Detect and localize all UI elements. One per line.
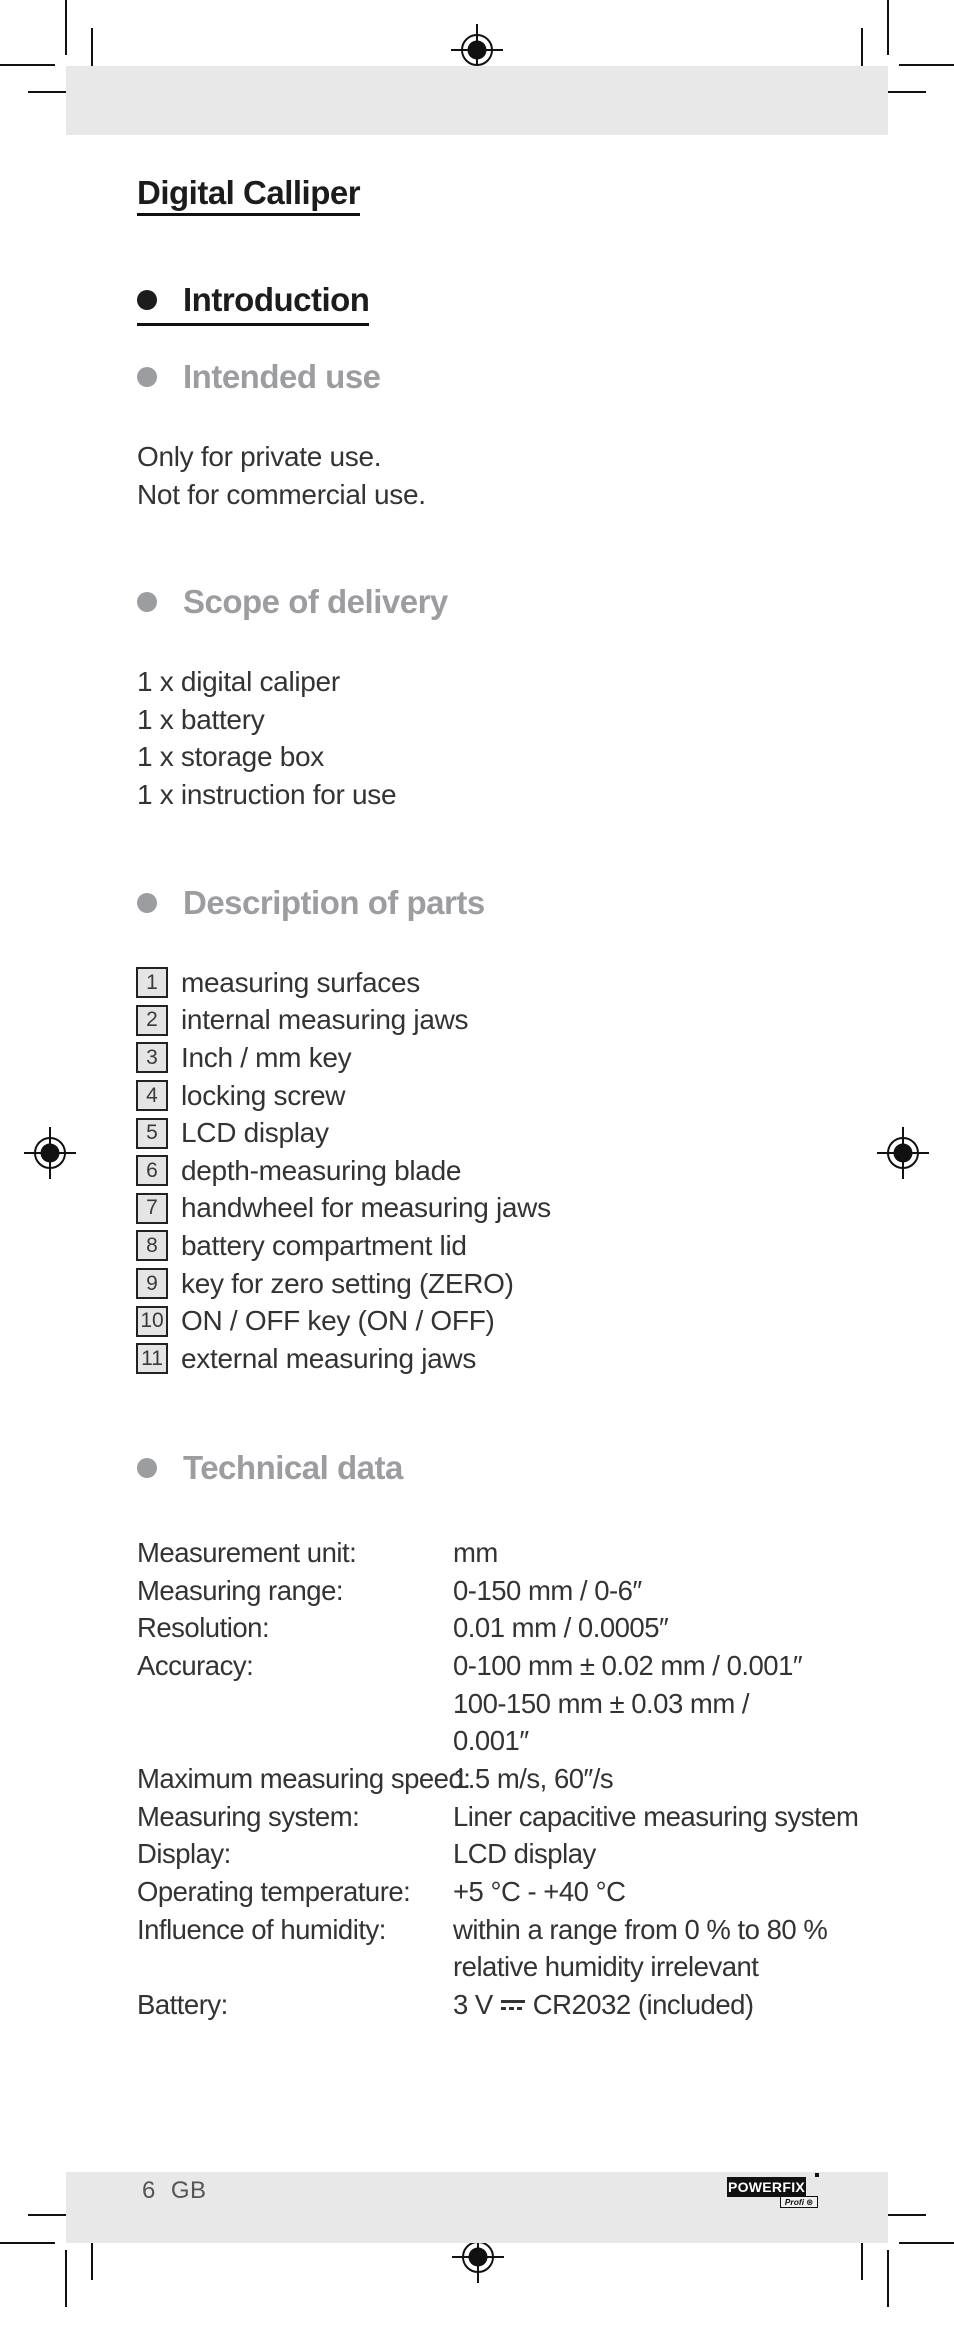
tech-row [137,1685,858,1723]
part-label: LCD display [181,1117,329,1149]
country-code: GB [170,2177,207,2204]
part-row [136,1002,551,1040]
crop-mark [65,2250,67,2307]
tech-value: 0-150 mm / 0-6″ [453,1574,642,1606]
tech-value: 0.001″ [453,1725,529,1757]
battery-type: CR2032 (included) [532,1989,754,2021]
tech-row [137,1836,858,1874]
tech-value: 100-150 mm ± 0.03 mm / [453,1687,750,1719]
section-bullet-icon [137,290,157,310]
section-heading-label: Intended use [183,358,381,395]
crop-mark [882,2214,926,2216]
brand-wordmark: POWERFIX [727,2179,806,2195]
tech-value: Liner capacitive measuring system [453,1800,859,1832]
registration-mark-icon [877,1127,929,1179]
intended-use-text [137,438,426,513]
tech-row [137,1911,858,1949]
registration-mark-icon [24,1127,76,1179]
footer-page-info [142,2177,207,2205]
section-heading-description-of-parts [137,886,485,919]
tech-row [137,1647,858,1685]
section-bullet-icon [137,592,157,612]
part-number-badge: 4 [136,1080,168,1111]
crop-mark [899,2242,954,2244]
part-number-badge: 2 [136,1005,168,1036]
part-label: handwheel for measuring jaws [181,1192,551,1224]
tech-value: 0.01 mm / 0.0005″ [453,1612,669,1644]
header-band [66,66,888,135]
section-heading-intended-use [137,360,381,393]
tech-row [137,1722,858,1760]
tech-row [137,1873,858,1911]
tech-row [137,1572,858,1610]
page-number: 6 [142,2177,156,2204]
tech-row [137,1534,858,1572]
tech-row [137,1760,858,1798]
part-row [136,1190,551,1228]
dc-current-icon [501,2000,525,2010]
part-number-badge: 3 [136,1042,168,1073]
part-row [136,1265,551,1303]
section-heading-label: Introduction [183,281,370,318]
part-label: key for zero setting (ZERO) [181,1267,514,1299]
crop-mark [882,91,926,93]
part-label: Inch / mm key [181,1041,352,1073]
section-heading-label: Scope of delivery [183,583,448,620]
powerfix-logo [727,2177,817,2211]
registered-trademark-icon [815,2173,819,2177]
tech-value: 1.5 m/s, 60″/s [453,1762,614,1794]
crop-mark [0,2242,55,2244]
part-row [136,1152,551,1190]
part-number-badge: 9 [136,1268,168,1299]
part-label: external measuring jaws [181,1342,477,1374]
section-bullet-icon [137,1458,157,1478]
body-line: Only for private use. [137,441,382,472]
part-row [136,964,551,1002]
section-bullet-icon [137,367,157,387]
brand-sub-label: Profi [784,2197,805,2207]
part-number-badge: 7 [136,1193,168,1224]
part-number-badge: 11 [136,1343,168,1374]
crop-mark [887,0,889,55]
tech-value: within a range from 0 % to 80 % [453,1913,828,1945]
part-row [136,1340,551,1378]
tech-value: LCD display [453,1838,596,1870]
tech-label: Accuracy: [137,1649,254,1681]
tech-label: Operating temperature: [137,1876,411,1908]
tech-row [137,1609,858,1647]
tech-label: Resolution: [137,1612,270,1644]
part-label: depth-measuring blade [181,1154,462,1186]
body-line: Not for commercial use. [137,478,426,510]
tech-value: +5 °C - +40 °C [453,1876,626,1908]
tech-value: mm [453,1536,498,1568]
part-label: measuring surfaces [181,966,420,998]
part-row [136,1039,551,1077]
brand-sub-flower-icon: ⊛ [806,2196,814,2207]
tech-label: Measurement unit: [137,1536,357,1568]
section-heading-introduction [137,283,369,326]
tech-value: 0-100 mm ± 0.02 mm / 0.001″ [453,1649,803,1681]
part-label: locking screw [181,1079,346,1111]
section-heading-scope-of-delivery [137,585,448,618]
battery-voltage: 3 V [453,1989,493,2021]
scope-of-delivery-list [137,663,396,813]
section-heading-label: Description of parts [183,884,485,921]
section-bullet-icon [137,893,157,913]
crop-mark [899,64,954,66]
part-label: battery compartment lid [181,1229,467,1261]
part-number-badge: 1 [136,967,168,998]
parts-list [136,964,551,1378]
tech-row-battery [137,1986,858,2024]
tech-label: Influence of humidity: [137,1913,386,1945]
part-number-badge: 10 [136,1306,168,1337]
technical-data-table [137,1534,858,2024]
crop-mark [887,2250,889,2307]
tech-row [137,1949,858,1987]
list-item: 1 x digital caliper [137,666,340,697]
part-number-badge: 6 [136,1155,168,1186]
section-heading-label: Technical data [183,1449,403,1486]
crop-mark [0,64,55,66]
section-heading-technical-data [137,1451,403,1484]
tech-row [137,1798,858,1836]
part-label: ON / OFF key (ON / OFF) [181,1305,495,1337]
part-row [136,1114,551,1152]
list-item: 1 x instruction for use [137,778,397,810]
list-item: 1 x storage box [137,741,324,773]
page-title: Digital Calliper [137,176,360,216]
tech-label: Battery: [137,1989,228,2021]
part-label: internal measuring jaws [181,1004,469,1036]
part-row [136,1077,551,1115]
tech-value [453,1989,754,2021]
tech-value: relative humidity irrelevant [453,1951,759,1983]
tech-label: Maximum measuring speed: [137,1762,471,1794]
list-item: 1 x battery [137,703,265,735]
part-row [136,1302,551,1340]
brand-sub-badge [780,2196,818,2208]
tech-label: Measuring range: [137,1574,344,1606]
part-number-badge: 8 [136,1230,168,1261]
part-number-badge: 5 [136,1118,168,1149]
tech-label: Display: [137,1838,231,1870]
part-row [136,1227,551,1265]
crop-mark [65,0,67,55]
tech-label: Measuring system: [137,1800,360,1832]
